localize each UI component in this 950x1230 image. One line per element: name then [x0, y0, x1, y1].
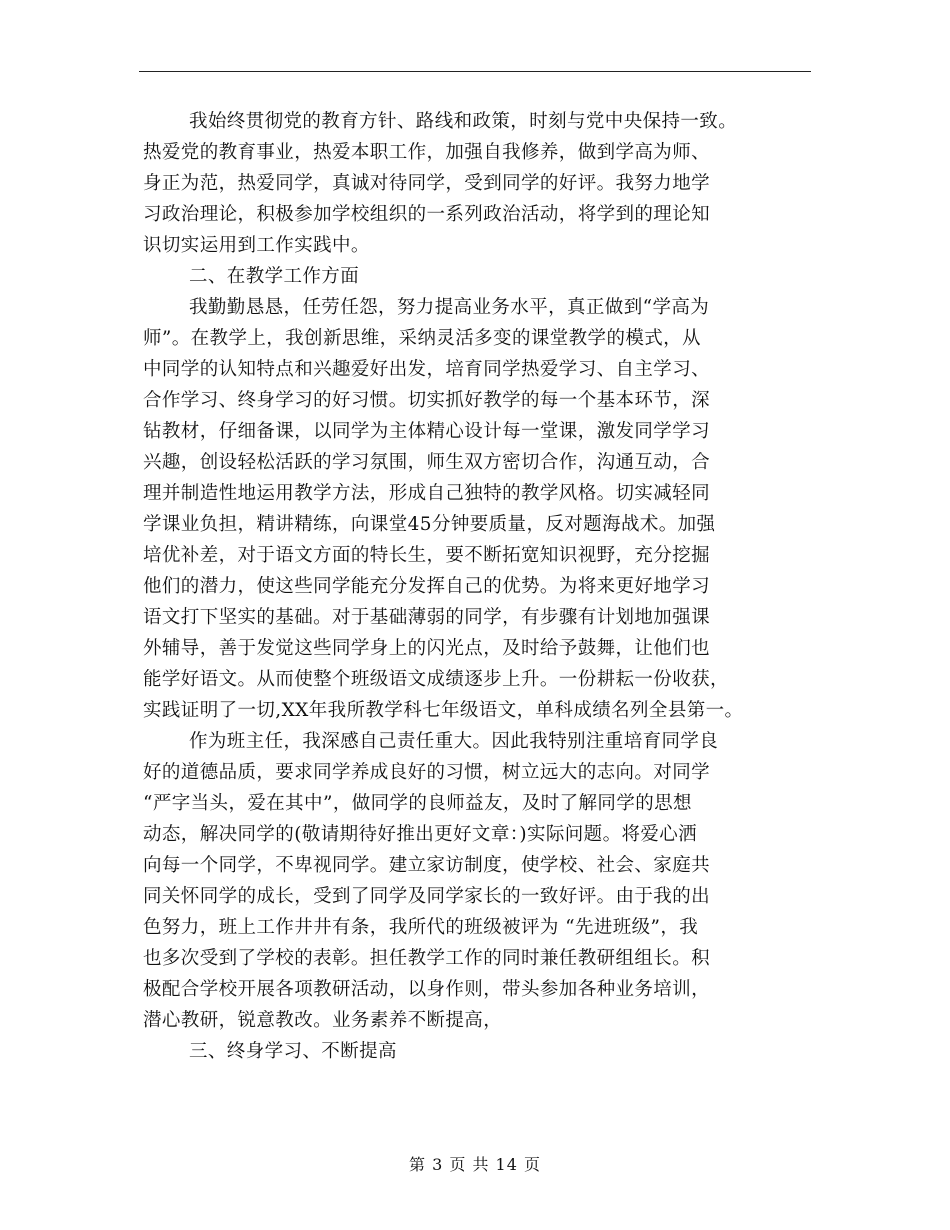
text-line: 极配合学校开展各项教研活动，以身作则，带头参加各种业务培训， — [143, 979, 711, 1000]
document-body — [143, 106, 823, 1067]
text-line: 语文打下坚实的基础。对于基础薄弱的同学，有步骤有计划地加强课 — [143, 607, 711, 628]
text-line: 识切实运用到工作实践中。 — [143, 235, 370, 256]
text-line: 外辅导，善于发觉这些同学身上的闪光点，及时给予鼓舞，让他们也 — [143, 638, 711, 659]
text-line: 色努力，班上工作井井有条，我所代的班级被评为 “先进班级”，我 — [143, 917, 699, 938]
text-line: 合作学习、终身学习的好习惯。切实抓好教学的每一个基本环节，深 — [143, 390, 711, 411]
text-line: 同关怀同学的成长，受到了同学及同学家长的一致好评。由于我的出 — [143, 886, 711, 907]
text-line: 动态，解决同学的(敬请期待好推出更好文章：)实际问题。将爱心洒 — [143, 824, 698, 845]
text-line: 兴趣，创设轻松活跃的学习氛围，师生双方密切合作，沟通互动，合 — [143, 452, 711, 473]
header-rule — [139, 71, 811, 72]
text-line: 中同学的认知特点和兴趣爱好出发，培育同学热爱学习、自主学习、 — [143, 359, 711, 380]
text-line: 也多次受到了学校的表彰。担任教学工作的同时兼任教研组组长。积 — [143, 948, 711, 969]
text-line: 作为班主任，我深感自己责任重大。因此我特别注重培育同学良 — [189, 731, 719, 752]
text-line: 培优补差，对于语文方面的特长生，要不断拓宽知识视野，充分挖掘 — [143, 545, 711, 566]
text-line: 他们的潜力，使这些同学能充分发挥自己的优势。为将来更好地学习 — [143, 576, 711, 597]
text-line: 我始终贯彻党的教育方针、路线和政策，时刻与党中央保持一致。 — [189, 111, 738, 132]
text-line: “严字当头，爱在其中”，做同学的良师益友，及时了解同学的思想 — [143, 793, 692, 814]
text-line: 习政治理论，积极参加学校组织的一系列政治活动，将学到的理论知 — [143, 204, 711, 225]
page-footer: 第 3 页 共 14 页 — [409, 1155, 541, 1174]
text-line: 能学好语文。从而使整个班级语文成绩逐步上升。一份耕耘一份收获， — [143, 669, 729, 690]
text-line: 我勤勤恳恳，任劳任怨，努力提高业务水平，真正做到“学高为 — [189, 297, 710, 318]
text-line: 二、在教学工作方面 — [189, 266, 360, 287]
text-line: 向每一个同学，不卑视同学。建立家访制度，使学校、社会、家庭共 — [143, 855, 711, 876]
text-line: 理并制造性地运用教学方法，形成自己独特的教学风格。切实减轻同 — [143, 483, 711, 504]
text-line: 钻教材，仔细备课，以同学为主体精心设计每一堂课，激发同学学习 — [143, 421, 711, 442]
text-line: 身正为范，热爱同学，真诚对待同学，受到同学的好评。我努力地学 — [143, 173, 711, 194]
text-line: 实践证明了一切,XX年我所教学科七年级语文，单科成绩名列全县第一。 — [143, 700, 744, 721]
text-line: 潜心教研，锐意教改。业务素养不断提高， — [143, 1010, 503, 1031]
text-line: 好的道德品质，要求同学养成良好的习惯，树立远大的志向。对同学 — [143, 762, 711, 783]
text-line: 学课业负担，精讲精练，向课堂45分钟要质量，反对题海战术。加强 — [143, 514, 716, 535]
text-line: 师”。在教学上，我创新思维，采纳灵活多变的课堂教学的模式，从 — [143, 328, 701, 349]
text-line: 三、终身学习、不断提高 — [189, 1041, 397, 1062]
text-line: 热爱党的教育事业，热爱本职工作，加强自我修养，做到学高为师、 — [143, 142, 711, 163]
